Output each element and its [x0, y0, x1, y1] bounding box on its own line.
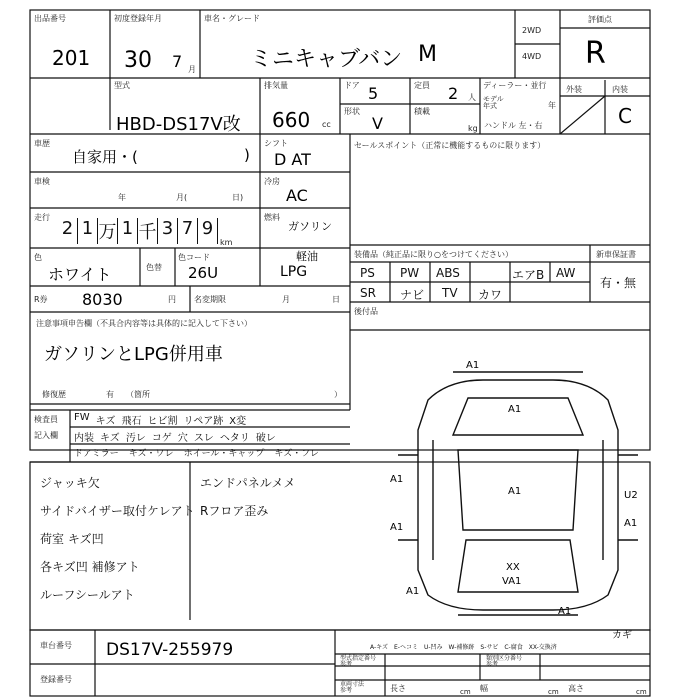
equip-navi: ナビ [400, 288, 425, 302]
inspector-note: ジャッキ欠 [40, 476, 100, 490]
equip-aw: AW [556, 266, 576, 280]
type-value: HBD-DS17V改 [116, 114, 241, 135]
inspector-notes-left [40, 474, 195, 614]
mark-right-u2: U2 [624, 490, 638, 501]
usage-label: 車歴 [34, 139, 50, 148]
color-change-label: 色替 [146, 263, 162, 272]
check-item: ヒビ割 [147, 416, 178, 427]
check-item: 飛石 [121, 416, 142, 427]
check-item: 汚レ [125, 433, 146, 444]
mark-left-rear: A1 [390, 522, 404, 533]
chassis-label: 車台番号 [40, 641, 72, 650]
length-cm: cm [460, 688, 471, 696]
sales-point-label: セールスポイント（正常に機能するものに限ります） [354, 141, 546, 150]
shape-label: 形状 [344, 107, 360, 116]
fuel-label: 燃料 [264, 213, 280, 222]
fuel-diesel: 軽油 [296, 250, 318, 263]
size-label: 車両寸法 参考 [340, 681, 365, 694]
check-item: キズ・ワレ [128, 449, 174, 459]
shift-label: シフト [264, 139, 288, 148]
recycle-label: R券 [34, 295, 48, 304]
check-item: 破レ [255, 433, 276, 444]
interior-label: 内装 [612, 85, 628, 94]
notes-label: 注意事項申告欄（不具合内容等は具体的に記入して下さい） [36, 319, 252, 328]
check-item: FW [74, 412, 90, 423]
mark-rear-left: A1 [406, 586, 420, 597]
name-change-day: 日 [332, 295, 340, 304]
displacement-unit: cc [322, 120, 331, 129]
mileage-label: 走行 [34, 213, 50, 222]
shape-value: V [372, 114, 383, 133]
capacity-label: 定員 [414, 81, 430, 90]
mark-rear-va1: VA1 [502, 576, 522, 587]
inspection-month-unit: 月( [176, 193, 188, 202]
mileage-digit: 1 [118, 218, 138, 244]
mileage-digits [58, 218, 218, 244]
inspector-note: Rフロア歪み [200, 504, 269, 518]
equip-leather: カワ [478, 288, 503, 302]
mark-rear-bumper: A1 [558, 606, 572, 617]
recycle-unit: 円 [168, 295, 176, 304]
drive-2wd: 2WD [522, 26, 542, 35]
first-reg-label: 初度登録年月 [114, 14, 162, 23]
class-label: 類別区分番号 参考 [486, 655, 523, 668]
model-year-label: モデル 年式 [483, 95, 504, 110]
lot-number: 201 [52, 46, 91, 70]
mileage-unit: km [220, 238, 233, 247]
inspector-note: エンドパネルメメ [200, 476, 296, 490]
check-item: 内装 [74, 433, 94, 444]
color-label: 色 [34, 253, 42, 262]
check-item: ホイール・キャップ [183, 449, 265, 459]
check-item: キズ・フレ [274, 449, 319, 459]
equip-airbag: エアB [512, 268, 545, 282]
inspection-year-unit: 年 [118, 193, 126, 202]
displacement-value: 660 [272, 108, 311, 132]
name-change-month: 月 [282, 295, 290, 304]
cert-label: 型式指定番号 参考 [340, 655, 377, 668]
inspector-note: ルーフシールアト [40, 588, 135, 602]
check-item: リペア跡 [183, 416, 224, 427]
type-label: 型式 [114, 81, 130, 90]
repair-place: （箇所 [126, 390, 150, 399]
score-value: R [585, 36, 606, 71]
equip-ps: PS [360, 266, 375, 280]
check-item: キズ [100, 433, 120, 444]
mark-rear-xx: XX [506, 562, 520, 573]
load-label: 積載 [414, 107, 430, 116]
name-change-label: 名変期限 [194, 295, 226, 304]
recycle-value: 8030 [82, 290, 123, 309]
mileage-digit: 千 [138, 218, 158, 244]
mileage-digit: 1 [78, 218, 98, 244]
door-label: ドア [344, 81, 360, 90]
lot-label: 出品番号 [34, 14, 66, 23]
aftermarket-label: 後付品 [354, 307, 378, 316]
drive-4wd: 4WD [522, 52, 542, 61]
damage-legend: A-キズ E-ヘコミ U-凹み W-補修跡 S-サビ C-腐食 XX-交換済 [370, 644, 557, 651]
dealer-label: ディーラー・並行 [483, 81, 547, 90]
checks-label2: 記入欄 [34, 431, 58, 440]
mileage-digit: 2 [58, 218, 78, 244]
capacity-unit: 人 [468, 93, 476, 102]
color-code-value: 26U [188, 264, 219, 282]
model-name: ミニキャブバン [250, 47, 403, 72]
mileage-digit: 7 [178, 218, 198, 244]
mark-roof: A1 [508, 486, 522, 497]
inspector-note: 各キズ凹 補修アト [40, 560, 140, 574]
warranty-value: 有・無 [600, 276, 637, 290]
equip-tv: TV [442, 286, 458, 300]
check-item: X変 [229, 416, 247, 427]
usage-close: ) [244, 146, 250, 164]
height-cm: cm [636, 688, 647, 696]
inspector-note: サイドバイザー取付ケレアト [40, 504, 195, 518]
fuel-lpg: LPG [280, 264, 308, 280]
height-label: 高さ [568, 684, 584, 693]
mileage-digit: 9 [198, 218, 218, 244]
repair-value: 有 [106, 390, 114, 399]
equip-pw: PW [400, 266, 420, 280]
interior-value: C [618, 104, 632, 128]
shift-value: D AT [274, 150, 311, 169]
check-item: コゲ [151, 433, 172, 444]
model-label: 車名・グレード [204, 14, 260, 23]
width-label: 幅 [480, 684, 488, 693]
color-code-label: 色コード [178, 253, 210, 262]
reg-month: 7 [172, 52, 183, 71]
check-item: 穴 [177, 433, 188, 444]
exterior-label: 外装 [566, 85, 582, 94]
score-label: 評価点 [588, 15, 612, 24]
handle-label: ハンドル 左・右 [484, 121, 543, 130]
inspector-notes-right [200, 474, 295, 530]
width-cm: cm [548, 688, 559, 696]
check-item: スレ [193, 433, 214, 444]
warranty-label: 新車保証書 [596, 250, 636, 259]
checks-row-interior [74, 429, 276, 444]
equip-abs: ABS [436, 266, 460, 280]
reg-year: 30 [124, 48, 152, 73]
inspector-note: 荷室 キズ凹 [40, 532, 104, 546]
notes-text: ガソリンとLPG併用車 [44, 344, 223, 365]
reg-number-label: 登録番号 [40, 675, 72, 684]
repair-close: ） [334, 390, 342, 399]
grade: M [418, 42, 437, 67]
mileage-digit: 万 [98, 218, 118, 244]
car-damage-diagram [388, 360, 648, 620]
key-mark: カギ [612, 630, 632, 641]
ac-value: AC [286, 186, 308, 205]
equipment-title: 装備品（純正品に限り○をつけてください） [354, 250, 513, 259]
check-item: キズ [95, 416, 116, 427]
load-unit: kg [468, 124, 478, 133]
mark-front: A1 [466, 360, 480, 371]
equip-sr: SR [360, 286, 376, 300]
mark-right-a1: A1 [624, 518, 638, 529]
checks-row-fw [74, 412, 246, 427]
ac-label: 冷房 [264, 177, 280, 186]
inspection-label: 車検 [34, 177, 50, 186]
check-item: ドアミラー [74, 449, 119, 459]
checks-row-mirror [74, 446, 319, 459]
color-value: ホワイト [48, 265, 112, 284]
mileage-digit: 3 [158, 218, 178, 244]
inspection-day-unit: 日) [232, 193, 244, 202]
check-item: ヘタリ [219, 433, 250, 444]
fuel-gasoline: ガソリン [288, 220, 332, 233]
repair-label: 修復歴 [42, 390, 66, 399]
mark-hood: A1 [508, 404, 522, 415]
capacity-value: 2 [448, 84, 459, 103]
checks-label1: 検査員 [34, 415, 58, 424]
reg-month-unit: 月 [188, 65, 196, 74]
chassis-value: DS17V-255979 [106, 640, 234, 660]
usage-value: 自家用・( [72, 148, 138, 166]
displacement-label: 排気量 [264, 81, 288, 90]
year-unit: 年 [548, 101, 556, 110]
door-value: 5 [368, 84, 379, 103]
mark-left-front: A1 [390, 474, 404, 485]
length-label: 長さ [390, 684, 406, 693]
